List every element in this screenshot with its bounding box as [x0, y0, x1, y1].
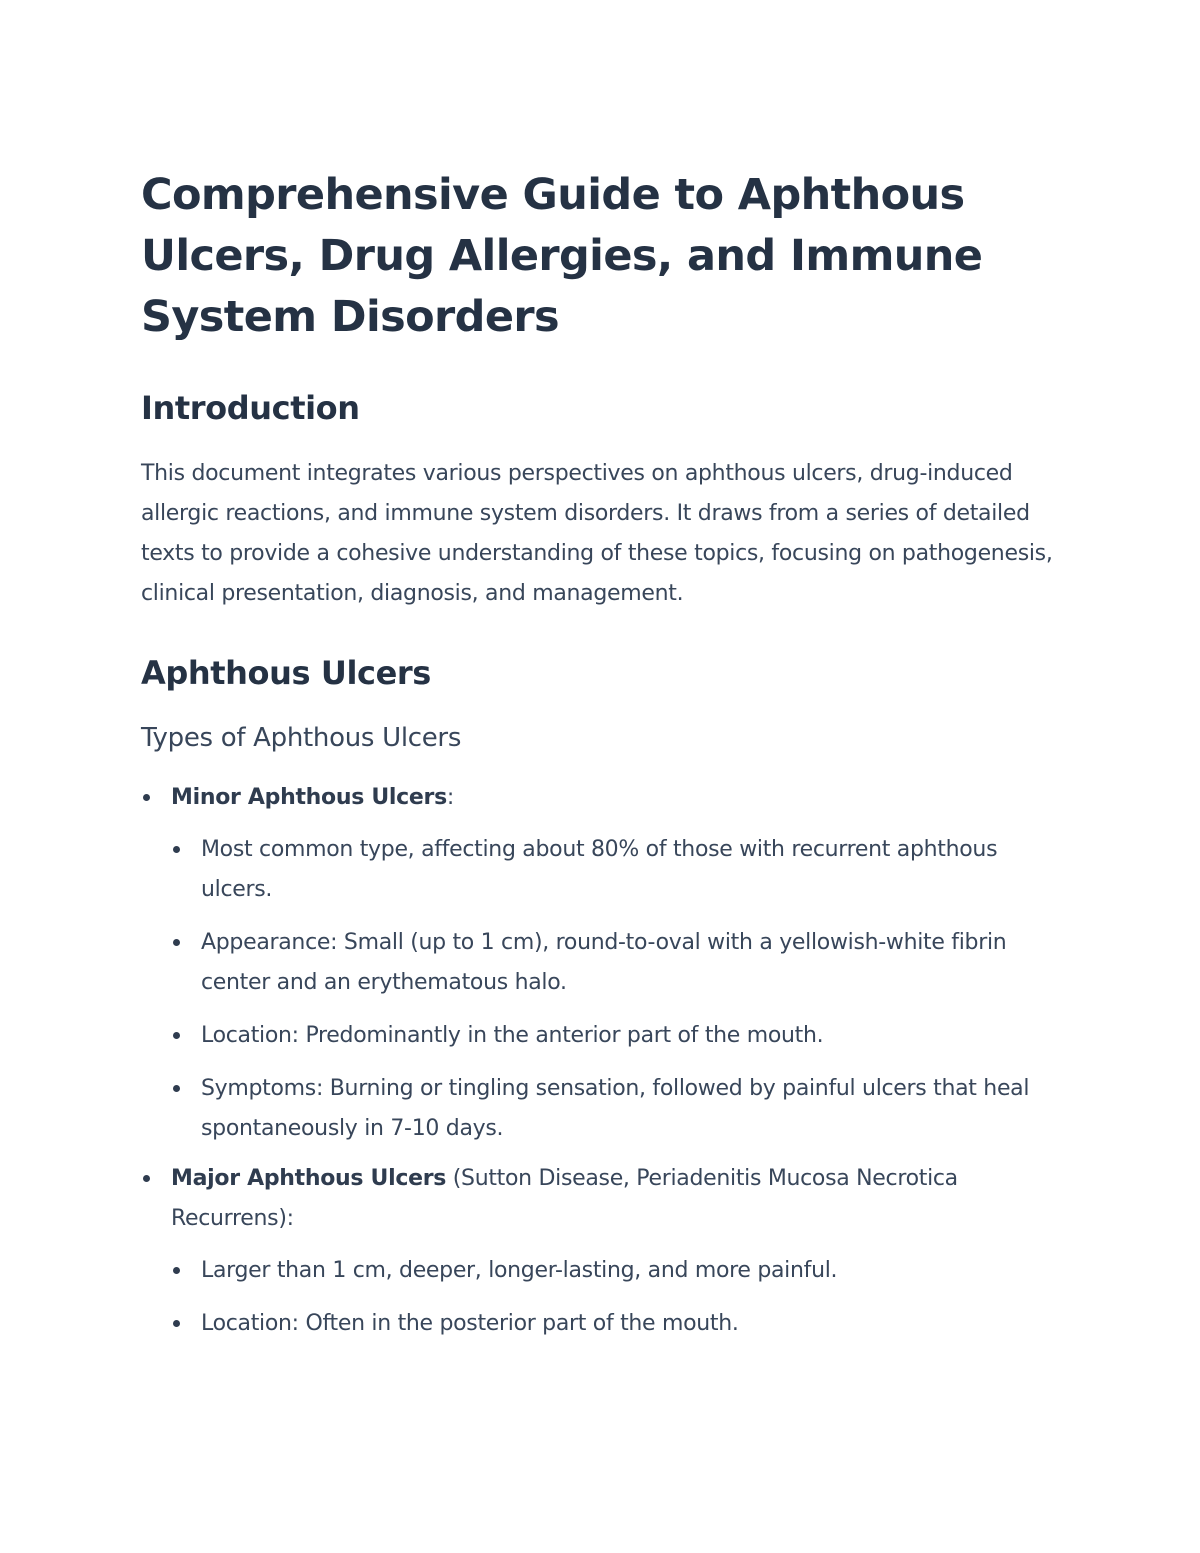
types-subheading: Types of Aphthous Ulcers [141, 723, 462, 753]
detail-text: Larger than 1 cm, deeper, longer-lasting, and more painful. [201, 1258, 838, 1283]
list-item-major-aphthous [141, 1159, 1061, 1344]
introduction-heading: Introduction [141, 389, 360, 427]
list-item-minor-aphthous [141, 778, 1061, 1149]
list-item [171, 830, 1061, 910]
document-page [141, 165, 1061, 1344]
list-item [171, 1016, 1061, 1056]
type-suffix: : [446, 785, 455, 810]
type-name: Minor Aphthous Ulcers [171, 785, 447, 810]
detail-text: Symptoms: Burning or tingling sensation, followed by painful ulcers that heal spontaneously in 7-10 days. [201, 1076, 1030, 1141]
aphthous-ulcers-heading: Aphthous Ulcers [141, 654, 431, 692]
list-item [171, 1251, 1061, 1291]
bullet-icon [173, 1085, 180, 1092]
introduction-paragraph: This document integrates various perspectives on aphthous ulcers, drug-induced allergic reactions, and immune system disorders. It draws from a series of detailed texts to provide a cohesive understanding of these topics, focusing on pathogenesis, clinical presentation, diagnosis, and management. [141, 461, 1053, 606]
document-title: Comprehensive Guide to Aphthous Ulcers, Drug Allergies, and Immune System Disorders [141, 170, 983, 342]
bullet-icon [173, 846, 180, 853]
detail-text: Location: Often in the posterior part of the mouth. [201, 1311, 739, 1336]
bullet-icon [173, 1320, 180, 1327]
major-details-list [171, 1251, 1061, 1344]
detail-text: Most common type, affecting about 80% of those with recurrent aphthous ulcers. [201, 837, 998, 902]
bullet-icon [173, 1032, 180, 1039]
list-item [171, 1069, 1061, 1149]
ulcer-types-list [141, 778, 1061, 1344]
type-name: Major Aphthous Ulcers [171, 1166, 447, 1191]
detail-text: Location: Predominantly in the anterior part of the mouth. [201, 1023, 824, 1048]
bullet-icon [173, 939, 180, 946]
minor-details-list [171, 830, 1061, 1149]
bullet-icon [143, 794, 150, 801]
bullet-icon [173, 1267, 180, 1274]
type-suffix: (Sutton Disease, Periadenitis Mucosa Necrotica Recurrens): [171, 1166, 958, 1231]
list-item [171, 1304, 1061, 1344]
detail-text: Appearance: Small (up to 1 cm), round-to-oval with a yellowish-white fibrin center and an erythematous halo. [201, 930, 1007, 995]
bullet-icon [143, 1175, 150, 1182]
list-item [171, 923, 1061, 1003]
